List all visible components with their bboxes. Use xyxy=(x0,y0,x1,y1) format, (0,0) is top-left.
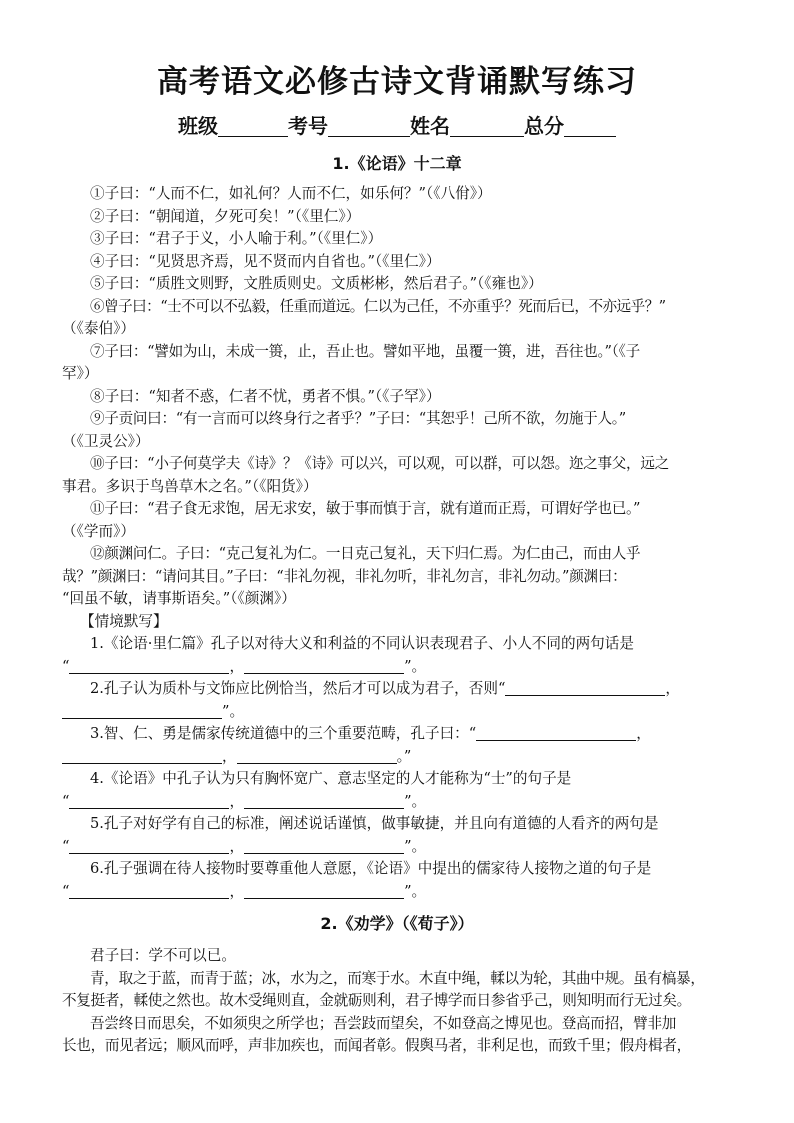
comma: ， xyxy=(229,882,245,900)
open-quote: “ xyxy=(62,657,70,675)
section-2-text xyxy=(62,945,737,1058)
text-line: ⑨子贡问曰：“有一言而可以终身行之者乎？”子曰：“其恕乎！己所不欲，勿施于人。” xyxy=(90,410,626,427)
comma: ， xyxy=(665,680,681,697)
text-line: 长也，而见者远；顺风而呼，声非加疾也，而闻者彰。假舆马者，非利足也，而致千里；假舟楫者， xyxy=(62,1037,691,1054)
open-quote: “ xyxy=(62,792,70,810)
text-line: ④子曰：“见贤思齐焉，见不贤而内自省也。”（《里仁》） xyxy=(90,252,441,270)
page-title: 高考语文必修古诗文背诵默写练习 xyxy=(157,64,637,100)
answer-blank[interactable] xyxy=(244,657,404,674)
question-prompt: 1.《论语·里仁篇》孔子以对待大义和利益的不同认识表现君子、小人不同的两句话是 xyxy=(90,635,634,652)
answer-blank[interactable] xyxy=(244,882,404,899)
exam-no-label: 考号 xyxy=(288,114,328,138)
answer-blank[interactable] xyxy=(244,837,404,854)
question-prompt: 6.孔子强调在待人接物时要尊重他人意愿，《论语》中提出的儒家待人接物之道的句子是 xyxy=(90,860,652,877)
text-line: ①子曰：“人而不仁，如礼何？人而不仁，如乐何？”（《八佾》） xyxy=(90,185,492,202)
answer-row xyxy=(62,791,737,814)
comma: ， xyxy=(222,747,237,765)
answer-row xyxy=(62,746,737,769)
section-1-title: 1.《论语》十二章 xyxy=(332,154,462,173)
text-line: 君子曰：学不可以已。 xyxy=(90,947,236,964)
question-2 xyxy=(62,678,737,723)
question-1 xyxy=(62,633,737,678)
text-line: ⑥曾子曰：“士不可以不弘毅，任重而道远。仁以为己任，不亦重乎？死而后已，不亦远乎？” xyxy=(90,297,666,315)
question-prompt xyxy=(62,723,737,746)
text-line: ⑦子曰：“譬如为山，未成一篑，止，吾止也。譬如平地，虽覆一篑，进，吾往也。”（《子 xyxy=(90,342,640,360)
open-quote: “ xyxy=(62,882,70,900)
section-2-title: 2.《劝学》（《荀子》） xyxy=(320,914,474,933)
name-blank[interactable] xyxy=(450,116,524,137)
prompt-text: 3.智、仁、勇是儒家传统道德中的三个重要范畴，孔子曰：“ xyxy=(90,725,477,742)
prompt-text: 2.孔子认为质朴与文饰应比例恰当，然后才可以成为君子，否则“ xyxy=(90,680,506,697)
section-1-text xyxy=(62,183,737,903)
text-line: 罕》） xyxy=(62,365,99,382)
answer-blank[interactable] xyxy=(69,657,229,674)
exercise-heading: 【情境默写】 xyxy=(80,612,168,630)
question-prompt: 5.孔子对好学有自己的标准，阐述说话谨慎，做事敏捷，并且向有道德的人看齐的两句是 xyxy=(90,815,659,832)
text-line: 不复挺者，輮使之然也。故木受绳则直，金就砺则利，君子博学而日参省乎己，则知明而行无过矣。 xyxy=(62,992,691,1009)
comma: ， xyxy=(229,837,245,855)
text-line: （《学而》） xyxy=(62,522,135,540)
answer-blank[interactable] xyxy=(237,747,397,764)
answer-row xyxy=(62,701,737,724)
close-quote: 。” xyxy=(396,747,412,765)
student-info-row xyxy=(0,112,794,140)
comma: ， xyxy=(636,725,651,742)
answer-blank[interactable] xyxy=(62,747,222,764)
question-4 xyxy=(62,768,737,813)
answer-blank[interactable] xyxy=(69,882,229,899)
text-line: （《卫灵公》） xyxy=(62,432,150,450)
text-line: 青，取之于蓝，而青于蓝；冰，水为之，而寒于水。木直中绳，輮以为轮，其曲中规。虽有槁暴， xyxy=(90,969,705,987)
open-quote: “ xyxy=(62,837,70,855)
answer-blank[interactable] xyxy=(62,702,222,719)
text-line: 事君。多识于鸟兽草木之名。”（《阳货》） xyxy=(62,477,318,495)
text-line: ⑧子曰：“知者不惑，仁者不忧，勇者不惧。”（《子罕》） xyxy=(90,387,441,405)
answer-blank[interactable] xyxy=(476,724,636,741)
question-prompt: 4.《论语》中孔子认为只有胸怀宽广、意志坚定的人才能称为“士”的句子是 xyxy=(90,770,572,787)
text-line: ⑫颜渊问仁。子曰：“克己复礼为仁。一日克己复礼，天下归仁焉。为仁由己，而由人乎 xyxy=(90,545,641,562)
score-blank[interactable] xyxy=(564,116,616,137)
text-line: ⑩子曰：“小子何莫学夫《诗》？《诗》可以兴，可以观，可以群，可以怨。迩之事父，远之 xyxy=(90,455,669,472)
text-line: “回虽不敏，请事斯语矣。”（《颜渊》） xyxy=(62,590,296,607)
text-line: 吾尝终日而思矣，不如须臾之所学也；吾尝跂而望矣，不如登高之博见也。登高而招，臂非加 xyxy=(90,1014,677,1032)
answer-blank[interactable] xyxy=(505,679,665,696)
class-blank[interactable] xyxy=(218,116,288,137)
score-label: 总分 xyxy=(524,114,564,138)
close-quote: ”。 xyxy=(222,702,245,720)
text-line: ②子曰：“朝闻道，夕死可矣！”（《里仁》） xyxy=(90,207,361,225)
class-label: 班级 xyxy=(178,114,218,138)
text-line: 哉？”颜渊曰：“请问其目。”子曰：“非礼勿视，非礼勿听，非礼勿言，非礼勿动。”颜渊曰： xyxy=(62,567,627,585)
comma: ， xyxy=(229,657,245,675)
name-label: 姓名 xyxy=(410,114,450,138)
comma: ， xyxy=(229,792,245,810)
answer-row xyxy=(62,656,737,679)
question-6 xyxy=(62,858,737,903)
close-quote: ”。 xyxy=(404,837,427,855)
answer-blank[interactable] xyxy=(69,792,229,809)
text-line: ⑪子曰：“君子食无求饱，居无求安，敏于事而慎于言，就有道而正焉，可谓好学也已。” xyxy=(90,500,641,517)
text-line: ③子曰：“君子于义，小人喻于利。”（《里仁》） xyxy=(90,230,383,247)
question-prompt xyxy=(62,678,737,701)
close-quote: ”。 xyxy=(404,657,427,675)
exam-no-blank[interactable] xyxy=(328,116,410,137)
answer-row xyxy=(62,881,737,904)
text-line: ⑤子曰：“质胜文则野，文胜质则史。文质彬彬，然后君子。”（《雍也》） xyxy=(90,275,543,292)
answer-row xyxy=(62,836,737,859)
answer-blank[interactable] xyxy=(69,837,229,854)
question-3 xyxy=(62,723,737,768)
answer-blank[interactable] xyxy=(244,792,404,809)
text-line: （《泰伯》） xyxy=(62,320,135,337)
close-quote: ”。 xyxy=(404,792,427,810)
close-quote: ”。 xyxy=(404,882,427,900)
question-5 xyxy=(62,813,737,858)
